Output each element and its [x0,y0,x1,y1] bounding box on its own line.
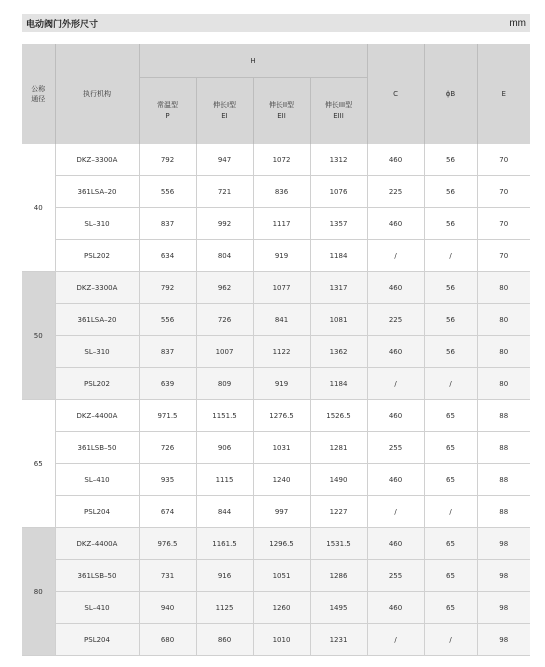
dn-cell: 40 [22,144,55,272]
table-row [22,560,530,592]
value-cell: 721 [196,176,253,208]
value-cell: 556 [139,176,196,208]
header-p-text: 常温型 P [157,101,178,120]
value-cell: / [424,240,477,272]
value-cell: / [367,496,424,528]
actuator-cell: 361LSA–20 [55,176,139,208]
value-cell: 88 [477,400,530,432]
value-cell: 792 [139,272,196,304]
header-eiii [310,78,367,145]
value-cell: 1362 [310,336,367,368]
header-p [139,78,196,145]
value-cell: 1281 [310,432,367,464]
value-cell: 70 [477,176,530,208]
actuator-cell: 361LSA–20 [55,304,139,336]
value-cell: 962 [196,272,253,304]
header-ei-text: 伸长I型 EI [212,101,237,120]
header-h: H [139,44,367,78]
value-cell: 1231 [310,624,367,656]
value-cell: 837 [139,336,196,368]
value-cell: 674 [139,496,196,528]
actuator-cell: SL–410 [55,464,139,496]
value-cell: 460 [367,208,424,240]
value-cell: / [367,624,424,656]
header-e: E [477,44,530,144]
table-row [22,304,530,336]
actuator-cell: PSL202 [55,240,139,272]
table-row [22,400,530,432]
value-cell: / [424,368,477,400]
value-cell: 1051 [253,560,310,592]
value-cell: 65 [424,592,477,624]
unit-label: mm [509,17,526,29]
value-cell: 70 [477,240,530,272]
table-row [22,176,530,208]
value-cell: 792 [139,144,196,176]
value-cell: 460 [367,272,424,304]
value-cell: 80 [477,272,530,304]
value-cell: 1161.5 [196,528,253,560]
value-cell: 809 [196,368,253,400]
value-cell: 1526.5 [310,400,367,432]
value-cell: / [367,368,424,400]
value-cell: 1115 [196,464,253,496]
actuator-cell: DKZ–3300A [55,144,139,176]
value-cell: 680 [139,624,196,656]
value-cell: 916 [196,560,253,592]
table-row [22,496,530,528]
value-cell: 56 [424,272,477,304]
value-cell: 731 [139,560,196,592]
value-cell: 56 [424,176,477,208]
value-cell: 98 [477,592,530,624]
value-cell: 1495 [310,592,367,624]
value-cell: 70 [477,208,530,240]
actuator-cell: 361LSB–50 [55,560,139,592]
dimension-table [22,44,530,656]
value-cell: 1072 [253,144,310,176]
actuator-cell: 361LSB–50 [55,432,139,464]
value-cell: 726 [139,432,196,464]
value-cell: 639 [139,368,196,400]
value-cell: 98 [477,560,530,592]
table-row [22,144,530,176]
value-cell: 65 [424,528,477,560]
value-cell: 1296.5 [253,528,310,560]
value-cell: 919 [253,368,310,400]
value-cell: 1077 [253,272,310,304]
value-cell: 1184 [310,240,367,272]
value-cell: / [424,496,477,528]
header-eii-text: 伸长II型 EII [268,101,295,120]
value-cell: 65 [424,560,477,592]
value-cell: 634 [139,240,196,272]
value-cell: 1490 [310,464,367,496]
value-cell: 919 [253,240,310,272]
value-cell: 460 [367,400,424,432]
value-cell: 841 [253,304,310,336]
table-row [22,528,530,560]
value-cell: / [424,624,477,656]
value-cell: 56 [424,336,477,368]
value-cell: 80 [477,304,530,336]
value-cell: 80 [477,368,530,400]
value-cell: 1125 [196,592,253,624]
value-cell: 1531.5 [310,528,367,560]
table-row [22,624,530,656]
value-cell: 1312 [310,144,367,176]
value-cell: 1010 [253,624,310,656]
value-cell: 935 [139,464,196,496]
table-row [22,432,530,464]
value-cell: 1122 [253,336,310,368]
header-eiii-text: 伸长III型 EIII [324,101,353,120]
value-cell: 460 [367,592,424,624]
value-cell: 98 [477,528,530,560]
value-cell: 1260 [253,592,310,624]
dn-cell: 65 [22,400,55,528]
value-cell: 837 [139,208,196,240]
dn-cell: 50 [22,272,55,400]
value-cell: 98 [477,624,530,656]
value-cell: 56 [424,304,477,336]
value-cell: 1184 [310,368,367,400]
value-cell: 88 [477,432,530,464]
value-cell: 1286 [310,560,367,592]
table-row [22,368,530,400]
value-cell: 460 [367,464,424,496]
value-cell: 460 [367,144,424,176]
value-cell: 1227 [310,496,367,528]
value-cell: 971.5 [139,400,196,432]
value-cell: 460 [367,528,424,560]
value-cell: 1031 [253,432,310,464]
header-actuator: 执行机构 [55,44,139,144]
value-cell: 906 [196,432,253,464]
value-cell: 65 [424,400,477,432]
actuator-cell: DKZ–3300A [55,272,139,304]
dn-cell: 80 [22,528,55,656]
value-cell: 1151.5 [196,400,253,432]
actuator-cell: PSL204 [55,496,139,528]
header-phib: ϕB [424,44,477,144]
value-cell: 992 [196,208,253,240]
value-cell: 255 [367,560,424,592]
value-cell: 255 [367,432,424,464]
actuator-cell: SL–410 [55,592,139,624]
value-cell: 860 [196,624,253,656]
value-cell: 1317 [310,272,367,304]
value-cell: 1117 [253,208,310,240]
value-cell: 947 [196,144,253,176]
value-cell: 65 [424,464,477,496]
value-cell: 80 [477,336,530,368]
header-eii [253,78,310,145]
value-cell: 225 [367,176,424,208]
value-cell: 65 [424,432,477,464]
table-row [22,272,530,304]
table-body [22,144,530,656]
value-cell: 70 [477,144,530,176]
value-cell: 56 [424,208,477,240]
value-cell: 976.5 [139,528,196,560]
value-cell: 804 [196,240,253,272]
actuator-cell: DKZ–4400A [55,528,139,560]
title-bar [22,14,530,32]
value-cell: 556 [139,304,196,336]
header-c: C [367,44,424,144]
actuator-cell: SL–310 [55,208,139,240]
header-dn-text: 公称 通径 [31,85,46,103]
value-cell: 1007 [196,336,253,368]
table-row [22,592,530,624]
table-row [22,240,530,272]
value-cell: 1076 [310,176,367,208]
value-cell: 1357 [310,208,367,240]
value-cell: 997 [253,496,310,528]
value-cell: 88 [477,464,530,496]
value-cell: 726 [196,304,253,336]
table-row [22,336,530,368]
actuator-cell: SL–310 [55,336,139,368]
actuator-cell: PSL204 [55,624,139,656]
table-row [22,208,530,240]
value-cell: / [367,240,424,272]
table-row [22,464,530,496]
page-title: 电动阀门外形尺寸 [26,19,99,30]
value-cell: 56 [424,144,477,176]
actuator-cell: PSL202 [55,368,139,400]
value-cell: 225 [367,304,424,336]
value-cell: 844 [196,496,253,528]
header-ei [196,78,253,145]
value-cell: 940 [139,592,196,624]
header-dn [22,44,55,144]
value-cell: 460 [367,336,424,368]
value-cell: 836 [253,176,310,208]
value-cell: 1081 [310,304,367,336]
value-cell: 88 [477,496,530,528]
value-cell: 1276.5 [253,400,310,432]
actuator-cell: DKZ–4400A [55,400,139,432]
value-cell: 1240 [253,464,310,496]
